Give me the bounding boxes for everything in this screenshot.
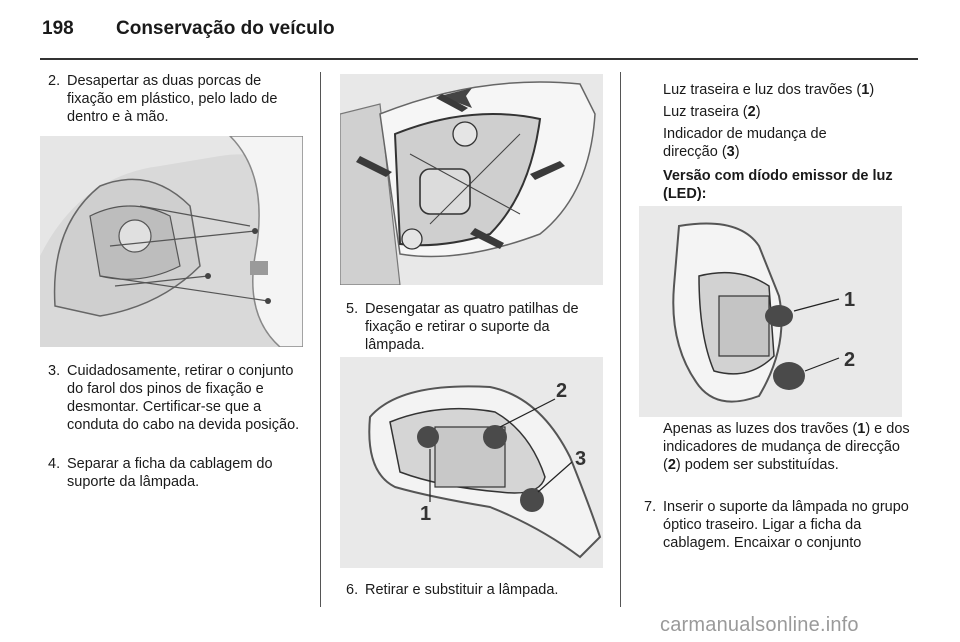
step-6 — [346, 581, 608, 599]
figure-rear-light-nuts — [40, 136, 303, 347]
step-text: Separar a ficha da cablagem do suporte da lâmpada. — [67, 456, 273, 490]
bulb-list-item-3 — [663, 125, 843, 161]
step-text: Desengatar as quatro patilhas de fixação e retirar o suporte da lâmpada. — [365, 301, 579, 353]
callout-3: 3 — [575, 448, 587, 470]
replaceable-bulbs-note — [663, 420, 913, 474]
figure-bulb-positions — [340, 357, 603, 568]
step-number: 4. — [48, 456, 61, 472]
callout-2: 2 — [844, 349, 856, 371]
note-text: ) e dos indicadores de mudança de direcção ( — [663, 421, 910, 473]
bulb-list-item-2 — [663, 103, 913, 121]
step-text: Retirar e substituir a lâmpada. — [365, 582, 559, 598]
bulb-list-item-1 — [663, 81, 913, 99]
step-4 — [48, 455, 310, 491]
bulb-ref: 1 — [861, 82, 870, 98]
step-text: Desapertar as duas porcas de fixação em plástico, pelo lado de dentro e à mão. — [67, 73, 278, 125]
bulb-label-suffix: ) — [755, 104, 761, 120]
note-text: ) podem ser substituídas. — [675, 457, 839, 473]
note-ref: 2 — [667, 457, 676, 473]
bulb-ref: 2 — [747, 104, 756, 120]
step-number: 7. — [644, 499, 657, 515]
step-number: 5. — [346, 301, 359, 317]
note-text: Apenas as luzes dos travões ( — [663, 421, 858, 437]
note-ref: 1 — [857, 421, 866, 437]
callout-2: 2 — [556, 380, 568, 402]
page-title: Conservação do veículo — [116, 18, 335, 39]
rear-light-nuts-illustration — [40, 136, 303, 347]
led-version-illustration — [639, 206, 902, 417]
step-3 — [48, 362, 310, 434]
bulb-ref: 3 — [726, 144, 735, 160]
callout-1: 1 — [844, 289, 856, 311]
bulb-positions-illustration — [340, 357, 603, 568]
figure-led-version — [639, 206, 902, 417]
step-text: Cuidadosamente, retirar o conjunto do farol dos pinos de fixação e desmontar. Certificar-se que a conduta do cabo na devida posição. — [67, 363, 300, 433]
page-number: 198 — [42, 18, 74, 39]
header-divider — [40, 58, 918, 60]
bulb-label: Indicador de mudança de direcção ( — [663, 126, 827, 160]
site-watermark: carmanualsonline.info — [660, 614, 859, 636]
step-number: 2. — [48, 73, 61, 89]
step-text: Inserir o suporte da lâmpada no grupo óptico traseiro. Ligar a ficha da cablagem. Encaixar o conjunto — [663, 499, 909, 551]
bulb-label-suffix: ) — [869, 82, 875, 98]
led-version-heading: Versão com díodo emissor de luz (LED): — [663, 168, 893, 202]
page-header — [0, 0, 960, 62]
step-7 — [644, 498, 910, 552]
bulb-label: Luz traseira ( — [663, 104, 748, 120]
figure-bulb-holder-tabs — [340, 74, 603, 285]
callout-1: 1 — [420, 503, 432, 525]
bulb-holder-tabs-illustration — [340, 74, 603, 285]
column-divider-2 — [620, 72, 621, 607]
step-2 — [48, 72, 310, 126]
bulb-label-suffix: ) — [734, 144, 740, 160]
bulb-label: Luz traseira e luz dos travões ( — [663, 82, 862, 98]
column-divider-1 — [320, 72, 321, 607]
step-number: 6. — [346, 582, 359, 598]
step-number: 3. — [48, 363, 61, 379]
step-5 — [346, 300, 608, 354]
